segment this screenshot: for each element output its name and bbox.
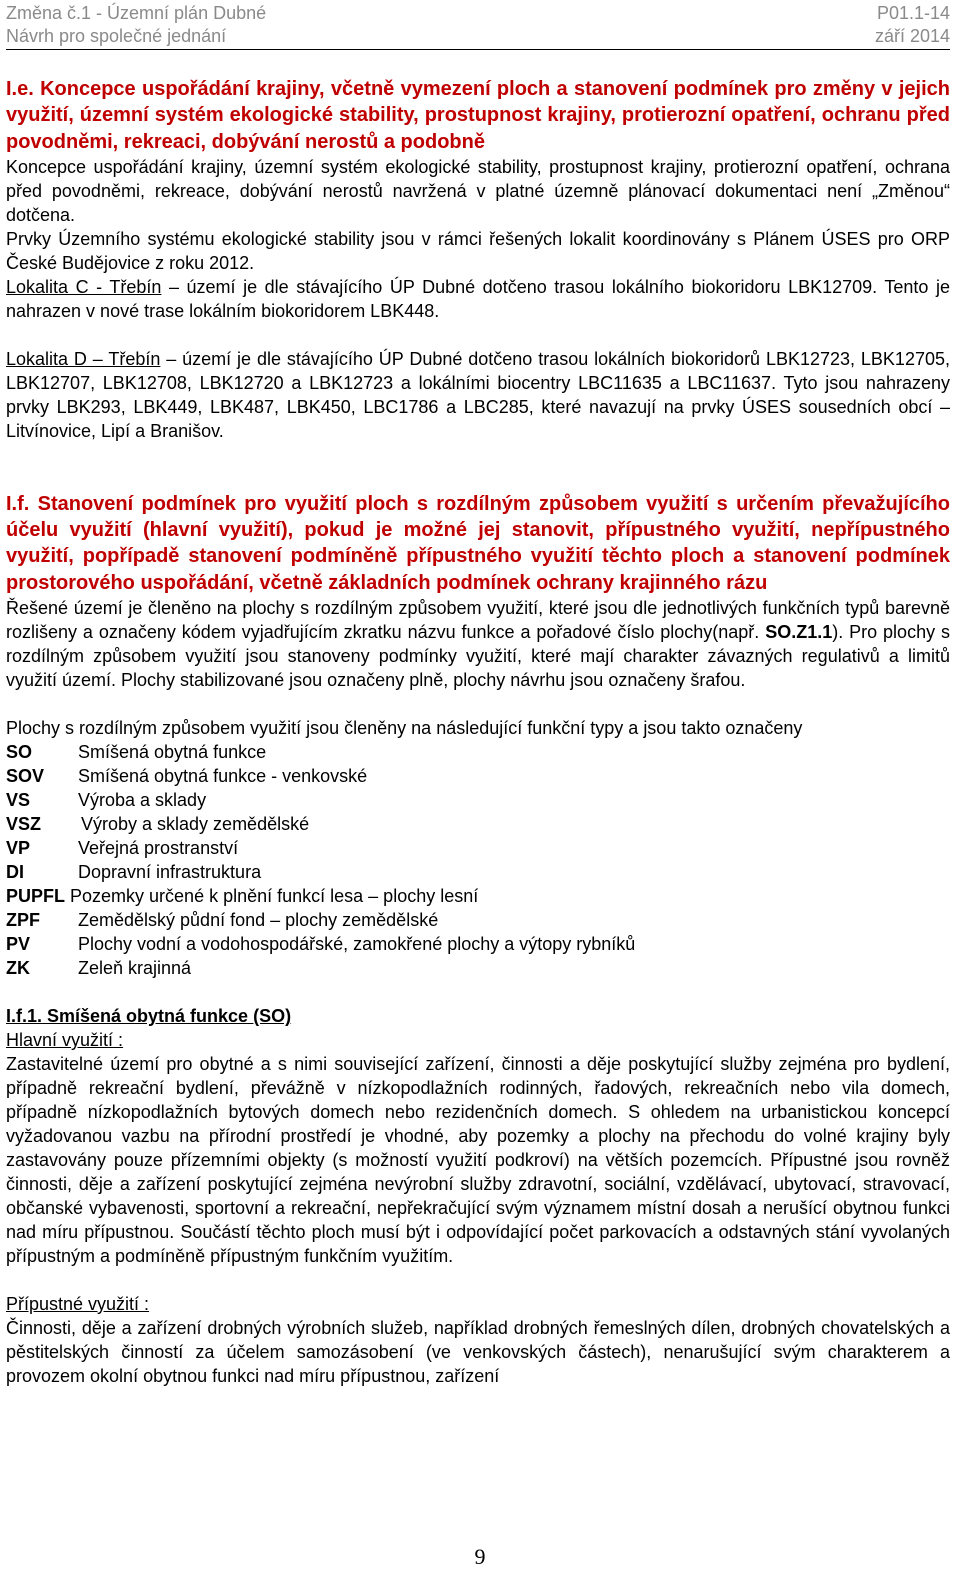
- document-subtitle: Návrh pro společné jednání: [6, 26, 227, 46]
- page-number: 9: [474, 1544, 486, 1569]
- allowed-use-text: Činnosti, děje a zařízení drobných výrobních služeb, například drobných řemeslných dílen, drobných chovatelských a pěstitelských činností za účelem samozásobení (ve venkovských částech), nenarušující svým charakterem a provozem okolní obytnou funkci nad míru přípustnou, zařízení: [6, 1318, 950, 1387]
- function-type-row: [6, 884, 950, 908]
- section-e-paragraph-4: [6, 347, 950, 443]
- function-type-label: Veřejná prostranství: [78, 838, 239, 859]
- function-type-label: Dopravní infrastruktura: [78, 862, 262, 883]
- section-f1-heading: I.f.1. Smíšená obytná funkce (SO): [6, 1006, 292, 1027]
- function-type-code: DI: [6, 862, 24, 883]
- section-e-paragraph-3: [6, 275, 950, 323]
- function-type-code: VS: [6, 790, 31, 811]
- function-type-code: VP: [6, 838, 31, 859]
- function-type-code: PV: [6, 934, 31, 955]
- function-type-label: Pozemky určené k plnění funkcí lesa – plochy lesní: [70, 886, 479, 907]
- document-date: září 2014: [874, 26, 950, 46]
- lokalita-d-label: Lokalita D – Třebín: [6, 348, 161, 369]
- section-f-paragraph-1: [6, 596, 950, 692]
- section-e-paragraph-1: Koncepce uspořádání krajiny, územní systém ekologické stability, prostupnost krajiny, protierozní opatření, ochrana před povodněmi, rekreace, dobývání nerostů navržená v platné územně plánovací dokumentaci není „Změnou“ dotčena.: [6, 156, 950, 225]
- function-type-code: ZPF: [6, 910, 40, 931]
- function-type-code: PUPFL: [6, 886, 66, 907]
- section-f-p1-a: Řešené území je členěno na plochy s rozdílným způsobem využití, které jsou dle jednotlivých funkčních typů barevně rozlišeny a označeny kódem vyjadřujícím zkratku názvu funkce a pořadové číslo plochy(např.: [6, 598, 950, 643]
- section-f-p1-code: SO.Z1.1: [765, 622, 833, 643]
- function-type-row: [6, 836, 950, 860]
- lokalita-c-label: Lokalita C - Třebín: [6, 276, 162, 297]
- page-header: [6, 2, 950, 50]
- section-f-p1-c: ). Pro plochy s rozdílným způsobem využití jsou stanoveny podmínky využití, které mají charakter závazných regulativů a limitů využití území. Plochy stabilizované jsou označeny plně, plochy návrhu jsou označeny šrafou.: [6, 622, 950, 691]
- function-type-code: VSZ: [6, 814, 42, 835]
- section-f-paragraph-2: Plochy s rozdílným způsobem využití jsou členěny na následující funkční typy a jsou takto označeny: [6, 718, 803, 739]
- section-e-paragraph-2: Prvky Územního systému ekologické stability jsou v rámci řešených lokalit koordinovány s Plánem ÚSES pro ORP České Budějovice z roku 2012.: [6, 228, 950, 273]
- section-f-heading: I.f. Stanovení podmínek pro využití ploch s rozdílným způsobem využití s určením převažujícího účelu využití (hlavní využití), pokud je možné jej stanovit, přípustného využití, nepřípustného využití, popřípadě stanovení podmíněně přípustného využití těchto ploch a stanovení podmínek prostorového uspořádání, včetně základních podmínek ochrany krajinného rázu: [6, 492, 950, 594]
- function-type-row: [6, 932, 950, 956]
- function-type-row: [6, 860, 950, 884]
- function-type-label: Výroby a sklady zemědělské: [81, 814, 310, 835]
- function-type-row: [6, 956, 950, 980]
- function-type-label: Zemědělský půdní fond – plochy zemědělské: [78, 910, 439, 931]
- function-types-list: [6, 740, 950, 980]
- main-use-label: Hlavní využití :: [6, 1030, 124, 1051]
- function-type-row: [6, 908, 950, 932]
- function-type-code: SO: [6, 742, 33, 763]
- lokalita-c-text: – území je dle stávajícího ÚP Dubné dotčeno trasou lokálního biokoridoru LBK12709. Tento je nahrazen v nové trase lokálním biokoridorem LBK448.: [6, 276, 950, 321]
- lokalita-d-text: – území je dle stávajícího ÚP Dubné dotčeno trasou lokálních biokoridorů LBK12723, LBK12705, LBK12707, LBK12708, LBK12720 a LBK12723 a lokálními biocentry LBC11635 a LBC11637. Tyto jsou nahrazeny prvky LBK293, LBK449, LBK487, LBK450, LBC1786 a LBC285, které navazují na prvky ÚSES sousedních obcí – Litvínovice, Lipí a Branišov.: [6, 348, 950, 441]
- function-type-label: Zeleň krajinná: [78, 958, 192, 979]
- main-use-text: Zastavitelné území pro obytné a s nimi související zařízení, činnosti a děje poskytující služby zejména pro bydlení, případně rekreační bydlení, převážně v nízkopodlažních rodinných, řadových, rekreačních nebo vila domech, případně nízkopodlažních bytových domech nebo rezidenčních domech. S ohledem na urbanistickou koncepcí vyžadovanou vazbu na přírodní prostředí je vhodné, aby pozemky a plochy na přechodu do volné krajiny byly zastavovány pouze přízemními objekty (s možností využití podkroví) na větších pozemcích. Přípustné jsou rovněž činnosti, děje a zařízení poskytující zejména nevýrobní služby zdravotní, sociální, vzdělávací, ubytovací, stravovací, občanské vybavenosti, sportovní a rekreační, nepřekračující svým významem místní dosah a nerušící obytnou funkci nad míru přípustnou. Součástí těchto ploch musí být i odpovídající počet parkovacích a odstavných stání vyvolaných přípustným a podmíněně přípustným funkčním využitím.: [6, 1054, 950, 1267]
- function-type-code: SOV: [6, 766, 45, 787]
- function-type-label: Smíšená obytná funkce: [78, 742, 267, 763]
- function-type-row: [6, 764, 950, 788]
- section-e-heading: I.e. Koncepce uspořádání krajiny, včetně vymezení ploch a stanovení podmínek pro změny v jejich využití, územní systém ekologické stability, prostupnost krajiny, protierozní opatření, ochranu před povodněmi, rekreaci, dobývání nerostů a podobně: [6, 78, 950, 153]
- allowed-use-label: Přípustné využití :: [6, 1294, 150, 1315]
- page-content: [6, 76, 950, 1388]
- document-title: Změna č.1 - Územní plán Dubné: [6, 3, 267, 23]
- function-type-row: [6, 812, 950, 836]
- function-type-label: Výroba a sklady: [78, 790, 207, 811]
- function-type-row: [6, 788, 950, 812]
- function-type-row: [6, 740, 950, 764]
- function-type-label: Smíšená obytná funkce - venkovské: [78, 766, 368, 787]
- document-code: P01.1-14: [876, 3, 950, 23]
- function-type-label: Plochy vodní a vodohospodářské, zamokřené plochy a výtopy rybníků: [78, 934, 636, 955]
- function-type-code: ZK: [6, 958, 30, 979]
